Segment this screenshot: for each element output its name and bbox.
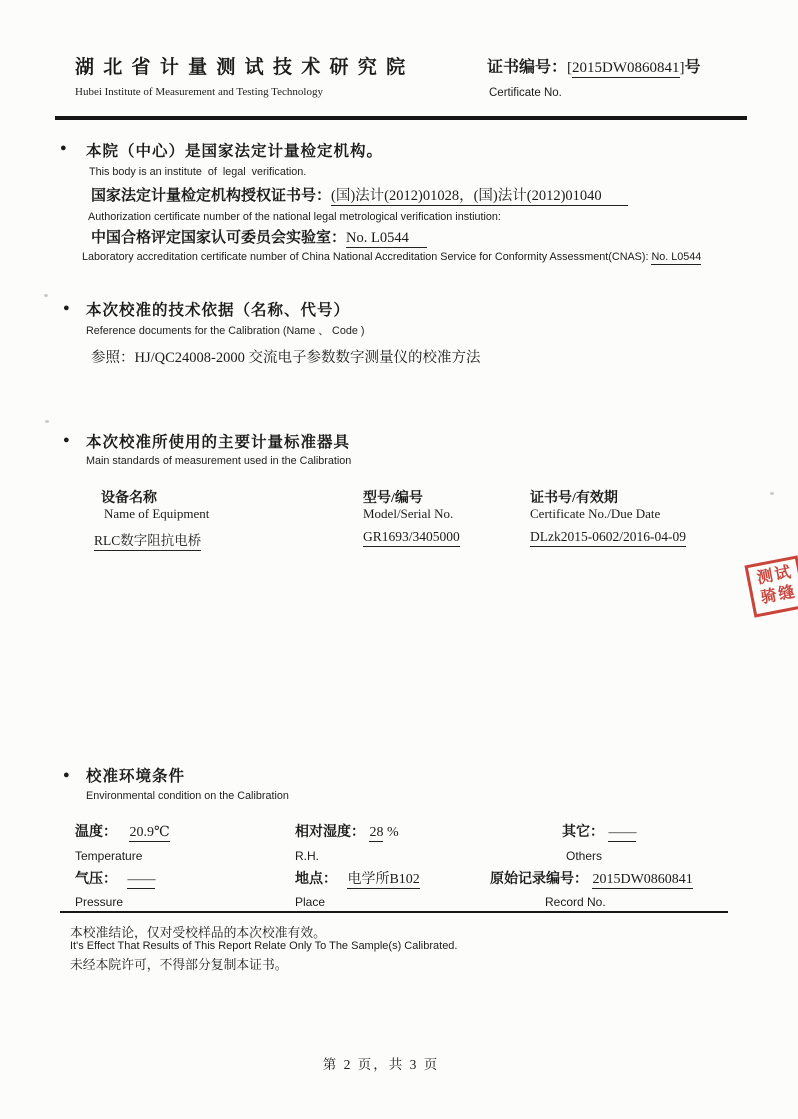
place-label-en: Place [295, 895, 326, 909]
cnas-lab-label-en: Laboratory accreditation certificate number of China National Accreditation Service for Conformity Assessment(CNAS): [82, 251, 649, 263]
footer-divider [60, 911, 728, 913]
authorization-cert-value: (国)法计(2012)01028，(国)法计(2012)01040 [331, 188, 628, 206]
record-no-label-cn: 原始记录编号： [490, 872, 588, 887]
section-legal-title-cn: 本院（中心）是国家法定计量检定机构。 [86, 143, 384, 160]
record-no-field [490, 868, 693, 888]
authorization-cert-line-en: Authorization certificate number of the national legal metrological verification instiution: [88, 211, 501, 223]
record-no-value: 2015DW0860841 [592, 872, 693, 887]
others-field [562, 821, 636, 841]
scan-speck [770, 492, 774, 495]
cnas-lab-value: No. L0544 [346, 230, 427, 248]
temperature-label-cn: 温度： [75, 825, 117, 840]
others-label-en: Others [566, 849, 603, 863]
validity-note-cn: 本校准结论，仅对受校样品的本次校准有效。 [70, 926, 326, 940]
standards-col-certificate-cn: 证书号/有效期 [530, 491, 618, 506]
page-number: 第 2 页，共 3 页 [322, 1057, 440, 1072]
section-environment-title-en: Environmental condition on the Calibration [86, 790, 289, 802]
humidity-value: 28 [369, 825, 384, 840]
pressure-field [75, 868, 155, 888]
scan-speck [44, 294, 48, 297]
institute-name-cn: 湖 北 省 计 量 测 试 技 术 研 究 院 [75, 57, 408, 78]
cnas-lab-line-en [82, 251, 701, 263]
bullet-icon: ● [63, 769, 70, 781]
copy-restriction-note-cn: 未经本院许可，不得部分复制本证书。 [70, 958, 288, 972]
standards-row-model: GR1693/3405000 [363, 529, 460, 547]
paging-seal-stamp [744, 555, 798, 617]
stamp-line-2: 骑缝 [759, 583, 798, 607]
section-standards-title-en: Main standards of measurement used in the Calibration [86, 455, 352, 467]
temperature-label-en: Temperature [75, 849, 143, 863]
cnas-lab-line [91, 226, 427, 247]
humidity-field [295, 821, 399, 841]
section-environment-title-cn: 校准环境条件 [86, 768, 186, 785]
authorization-cert-line [91, 184, 628, 205]
scan-speck [45, 420, 49, 423]
validity-note-en: It's Effect That Results of This Report Relate Only To The Sample(s) Calibrated. [70, 940, 458, 952]
standards-col-model-en: Model/Serial No. [363, 506, 454, 521]
humidity-label-cn: 相对湿度： [295, 825, 365, 840]
temperature-value: 20.9℃ [129, 825, 170, 840]
humidity-label-en: R.H. [295, 849, 319, 863]
pressure-label-cn: 气压： [75, 872, 117, 887]
section-standards-title-cn: 本次校准所使用的主要计量标准器具 [86, 434, 351, 451]
authorization-cert-label: 国家法定计量检定机构授权证书号： [91, 188, 332, 204]
section-legal-title-en: This body is an institute of legal verification. [89, 166, 307, 178]
temperature-field [75, 821, 170, 841]
others-label-cn: 其它： [562, 825, 604, 840]
others-value-dash: —— [608, 825, 637, 840]
certificate-number-label-cn: 证书编号： [487, 59, 568, 76]
standards-row-certificate: DLzk2015-0602/2016-04-09 [530, 529, 686, 547]
pressure-value-dash: —— [127, 872, 156, 887]
place-field [295, 868, 420, 888]
humidity-unit: % [383, 825, 399, 840]
bracket-close: ] [679, 60, 685, 76]
bullet-icon: ● [60, 142, 67, 154]
certificate-number-label-en: Certificate No. [489, 87, 562, 99]
certificate-number-line [487, 54, 701, 77]
record-no-label-en: Record No. [545, 895, 606, 909]
place-value: 电学所B102 [347, 872, 420, 887]
bracket-open: [ [567, 60, 573, 76]
header-divider [55, 116, 747, 120]
bullet-icon: ● [63, 302, 70, 314]
standards-row-equipment: RLC数字阻抗电桥 [94, 529, 201, 551]
bullet-icon: ● [63, 434, 70, 446]
certificate-number-suffix: 号 [684, 59, 701, 76]
stamp-line-1: 测试 [755, 563, 795, 588]
certificate-number-value: 2015DW0860841 [572, 60, 680, 76]
place-label-cn: 地点： [295, 872, 337, 887]
cnas-lab-value-en: No. L0544 [651, 251, 702, 263]
section-reference-title-cn: 本次校准的技术依据（名称、代号） [86, 302, 351, 319]
pressure-label-en: Pressure [75, 895, 124, 909]
institute-name-en: Hubei Institute of Measurement and Testing Technology [75, 86, 323, 98]
standards-col-equipment-en: Name of Equipment [104, 506, 210, 521]
section-reference-title-en: Reference documents for the Calibration (Name 、 Code ) [86, 325, 365, 337]
standards-col-model-cn: 型号/编号 [363, 491, 423, 506]
reference-content: 参照：HJ/QC24008-2000 交流电子参数数字测量仪的校准方法 [91, 350, 481, 366]
standards-col-certificate-en: Certificate No./Due Date [530, 506, 661, 521]
cnas-lab-label: 中国合格评定国家认可委员会实验室： [91, 230, 347, 246]
standards-col-equipment-cn: 设备名称 [101, 491, 157, 506]
